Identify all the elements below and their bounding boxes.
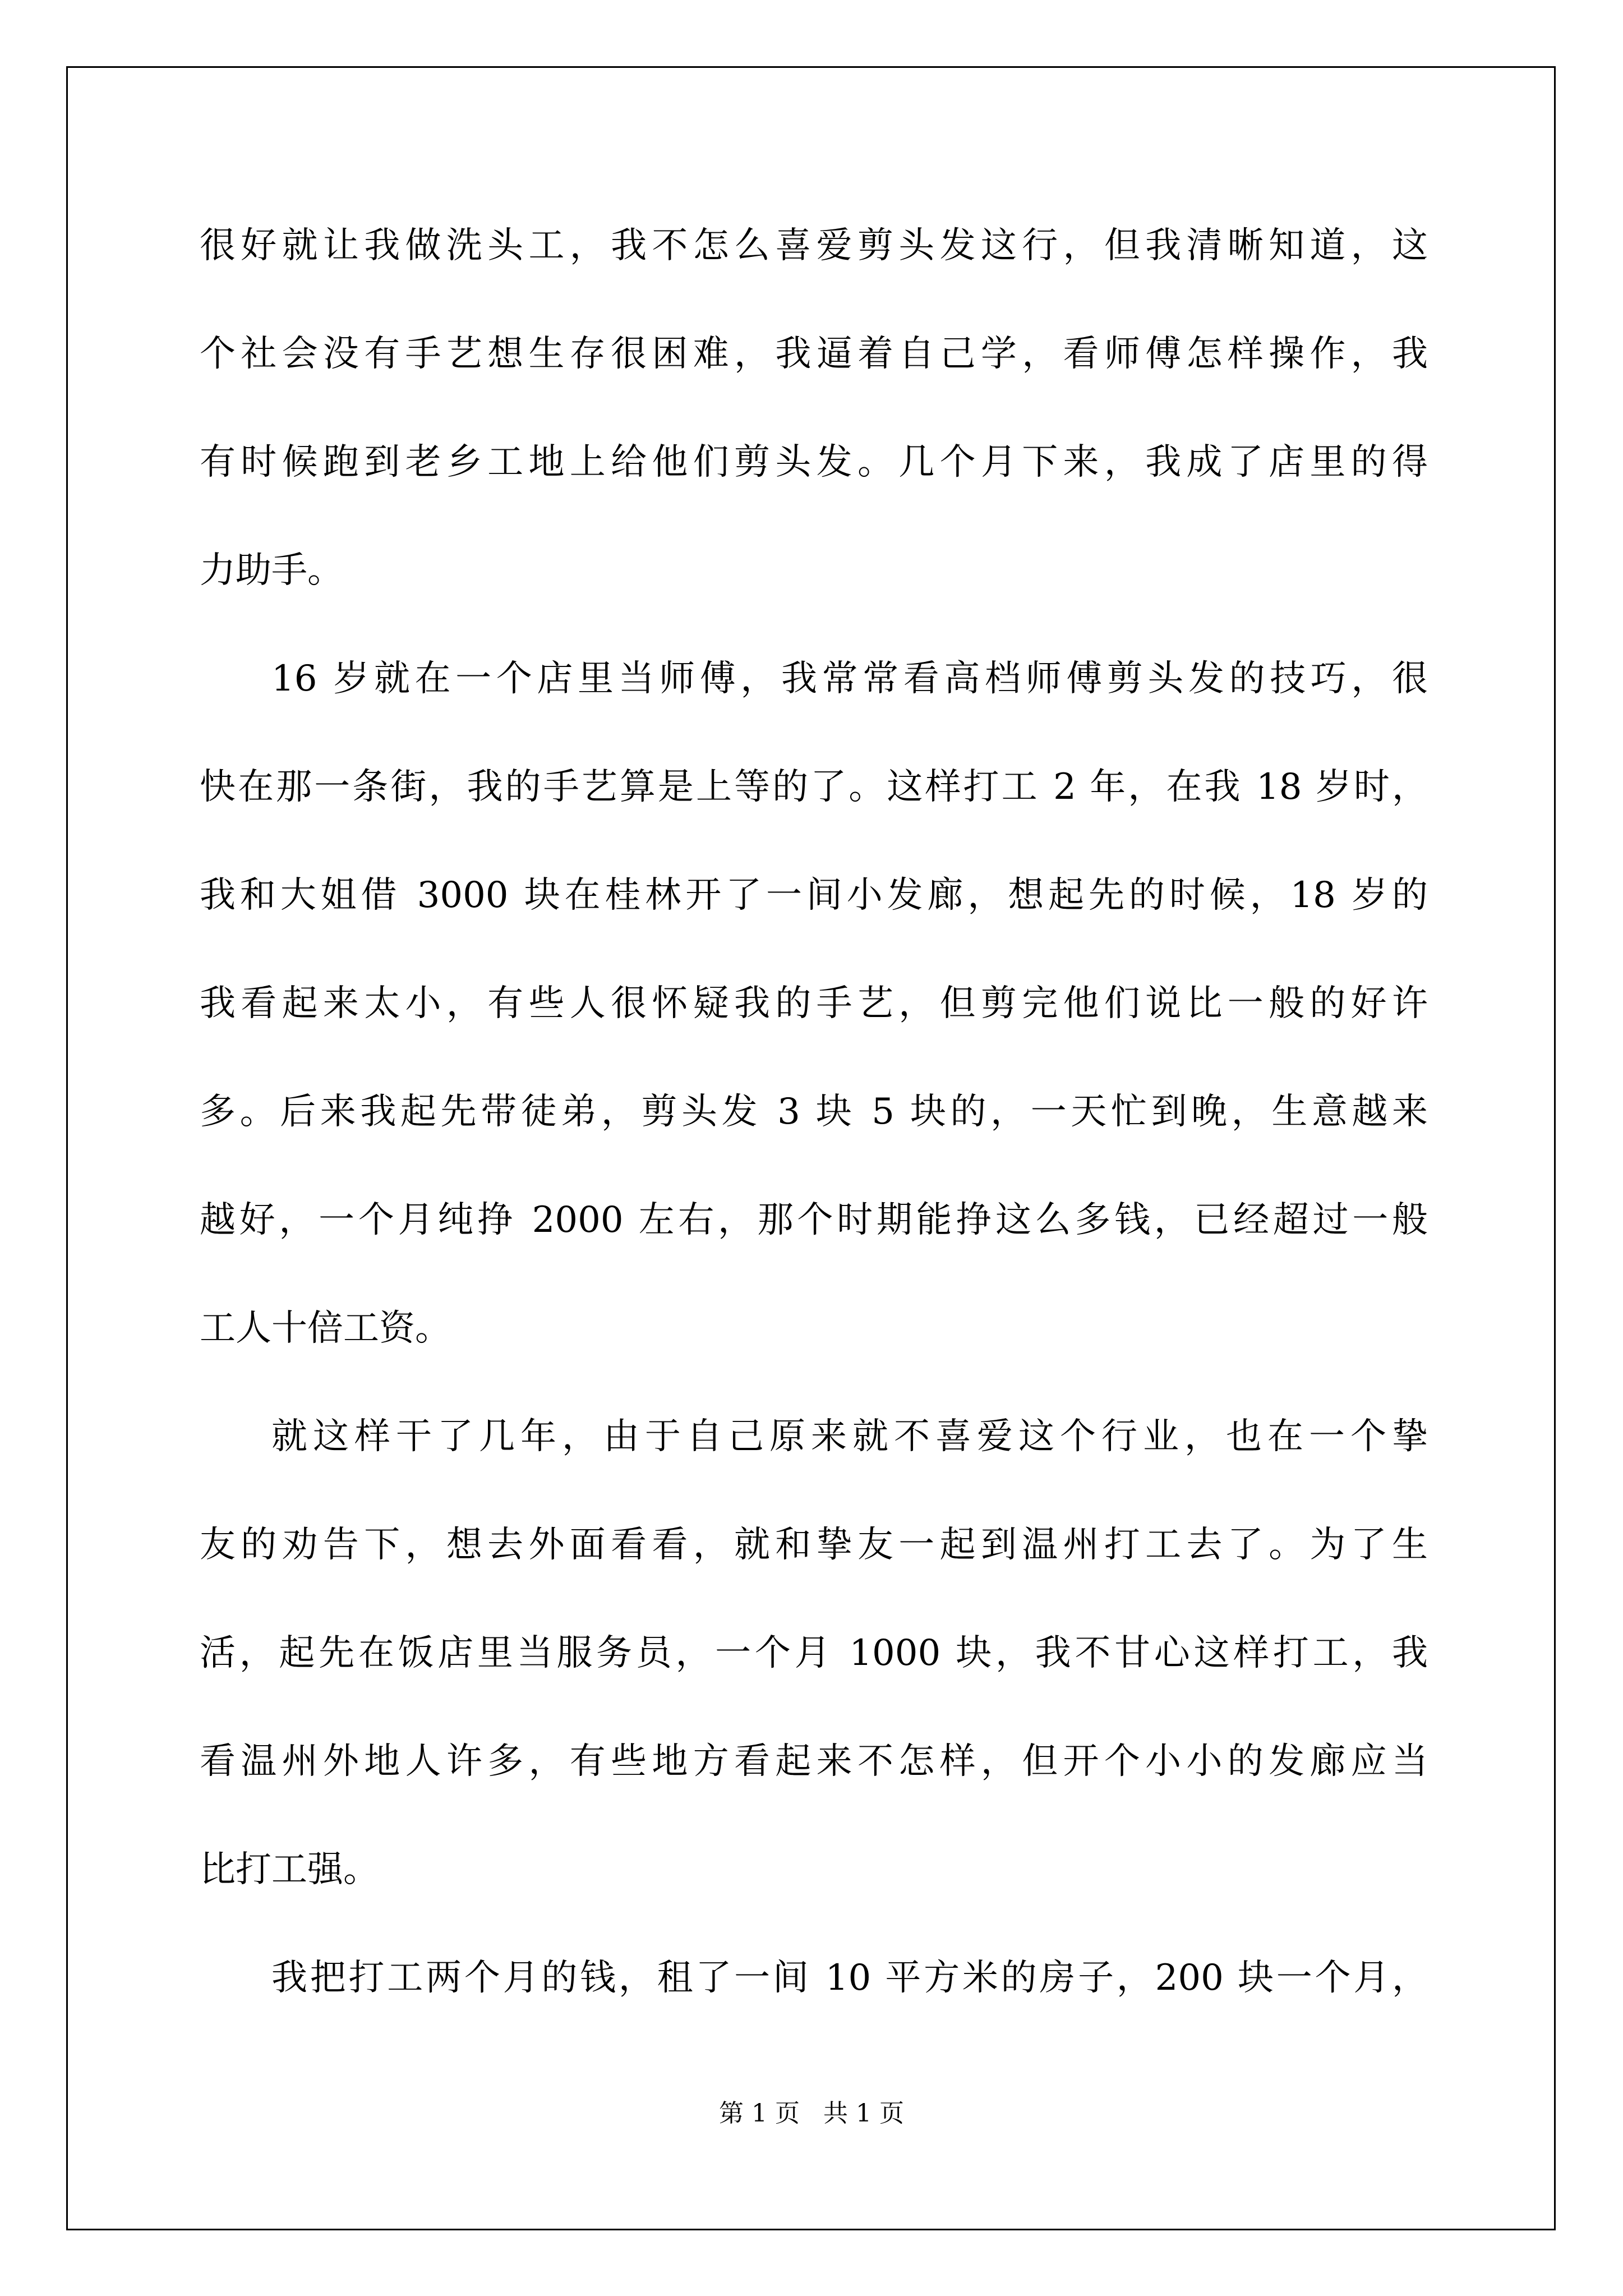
text-line-1: 很好就让我做洗头工，我不怎么喜爱剪头发这行，但我清晰知道，这: [200, 225, 1428, 266]
text-line-12: 就这样干了几年，由于自己原来就不喜爱这个行业，也在一个挚: [271, 1416, 1428, 1457]
page-footer: [0, 2097, 1623, 2131]
text-line-4: 力助手。: [200, 550, 343, 591]
text-line-5: 16 岁就在一个店里当师傅，我常常看高档师傅剪头发的技巧，很: [271, 658, 1428, 700]
total-pages-label: 共 1 页: [823, 2099, 904, 2128]
text-line-16: 比打工强。: [200, 1849, 379, 1890]
text-line-13: 友的劝告下，想去外面看看，就和挚友一起到温州打工去了。为了生: [200, 1524, 1428, 1566]
text-line-15: 看温州外地人许多，有些地方看起来不怎样，但开个小小的发廊应当: [200, 1741, 1428, 1782]
document-body: [200, 218, 1428, 2058]
text-line-10: 越好，一个月纯挣 2000 左右，那个时期能挣这么多钱，已经超过一般: [200, 1199, 1428, 1241]
page-number-label: 第 1 页: [719, 2099, 800, 2128]
text-line-17: 我把打工两个月的钱，租了一间 10 平方米的房子，200 块一个月，: [271, 1957, 1428, 1999]
text-line-3: 有时候跑到老乡工地上给他们剪头发。几个月下来，我成了店里的得: [200, 441, 1428, 483]
footer-separator: [800, 2099, 823, 2128]
text-line-2: 个社会没有手艺想生存很困难，我逼着自己学，看师傅怎样操作，我: [200, 333, 1428, 375]
text-line-8: 我看起来太小，有些人很怀疑我的手艺，但剪完他们说比一般的好许: [200, 983, 1428, 1024]
text-line-9: 多。后来我起先带徒弟，剪头发 3 块 5 块的，一天忙到晚，生意越来: [200, 1091, 1428, 1133]
text-line-6: 快在那一条街，我的手艺算是上等的了。这样打工 2 年，在我 18 岁时，: [200, 766, 1428, 808]
text-line-11: 工人十倍工资。: [200, 1308, 451, 1349]
text-line-14: 活，起先在饭店里当服务员，一个月 1000 块，我不甘心这样打工，我: [200, 1632, 1428, 1674]
text-line-7: 我和大姐借 3000 块在桂林开了一间小发廊，想起先的时候，18 岁的: [200, 875, 1428, 916]
